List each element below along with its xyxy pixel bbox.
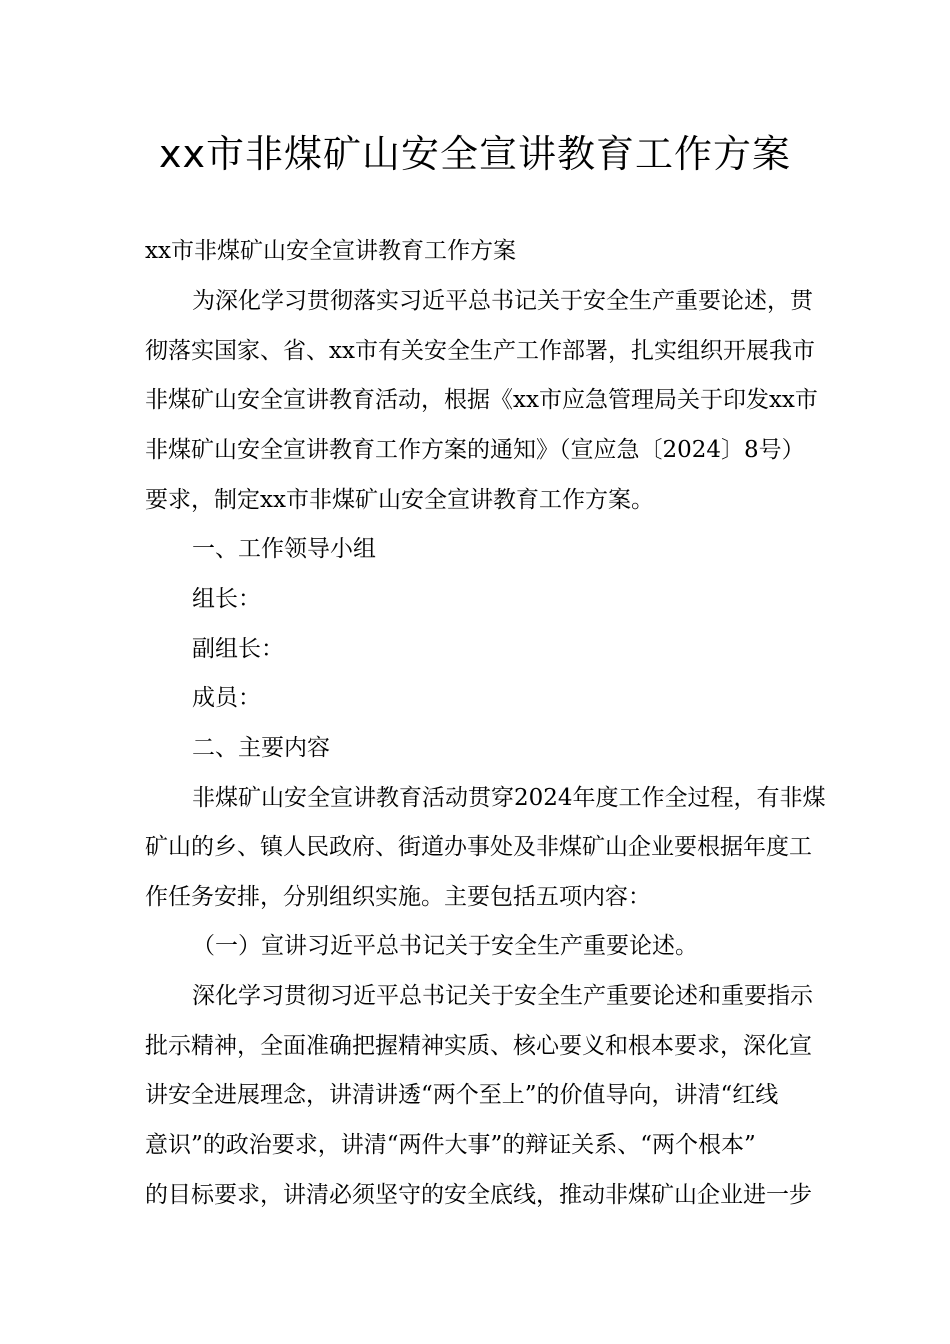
section-heading: 一、工作领导小组: [192, 536, 376, 562]
paragraph-line: 非煤矿山安全宣讲教育活动贯穿2024年度工作全过程，有非煤: [192, 785, 826, 811]
section-heading: 二、主要内容: [192, 735, 330, 761]
document-title: xx市非煤矿山安全宣讲教育工作方案: [159, 132, 791, 176]
paragraph-line: 要求，制定xx市非煤矿山安全宣讲教育工作方案。: [145, 487, 654, 513]
members-field: 成员：: [192, 685, 261, 711]
paragraph-line: 讲安全进展理念，讲清讲透“两个至上”的价值导向，讲清“红线: [145, 1082, 779, 1108]
paragraph-line: 彻落实国家、省、xx市有关安全生产工作部署，扎实组织开展我市: [145, 338, 815, 364]
subsection-heading: （一）宣讲习近平总书记关于安全生产重要论述。: [192, 933, 698, 959]
paragraph-line: 意识”的政治要求，讲清“两件大事”的辩证关系、“两个根本”: [145, 1132, 756, 1158]
leader-field: 组长：: [192, 586, 261, 612]
paragraph-line: 作任务安排，分别组织实施。主要包括五项内容：: [145, 884, 651, 910]
paragraph-line: 非煤矿山安全宣讲教育工作方案的通知》（宣应急〔2024〕8号）: [145, 437, 805, 463]
paragraph-line: 矿山的乡、镇人民政府、街道办事处及非煤矿山企业要根据年度工: [145, 834, 812, 860]
paragraph-line: 的目标要求，讲清必须坚守的安全底线，推动非煤矿山企业进一步: [145, 1182, 812, 1208]
paragraph-line: 深化学习贯彻习近平总书记关于安全生产重要论述和重要指示: [192, 983, 813, 1009]
paragraph-line: 为深化学习贯彻落实习近平总书记关于安全生产重要论述，贯: [192, 288, 813, 314]
subtitle-line: xx市非煤矿山安全宣讲教育工作方案: [145, 238, 516, 264]
paragraph-line: 批示精神，全面准确把握精神实质、核心要义和根本要求，深化宣: [145, 1033, 812, 1059]
paragraph-line: 非煤矿山安全宣讲教育活动，根据《xx市应急管理局关于印发xx市: [145, 387, 818, 413]
deputy-leader-field: 副组长：: [192, 636, 284, 662]
